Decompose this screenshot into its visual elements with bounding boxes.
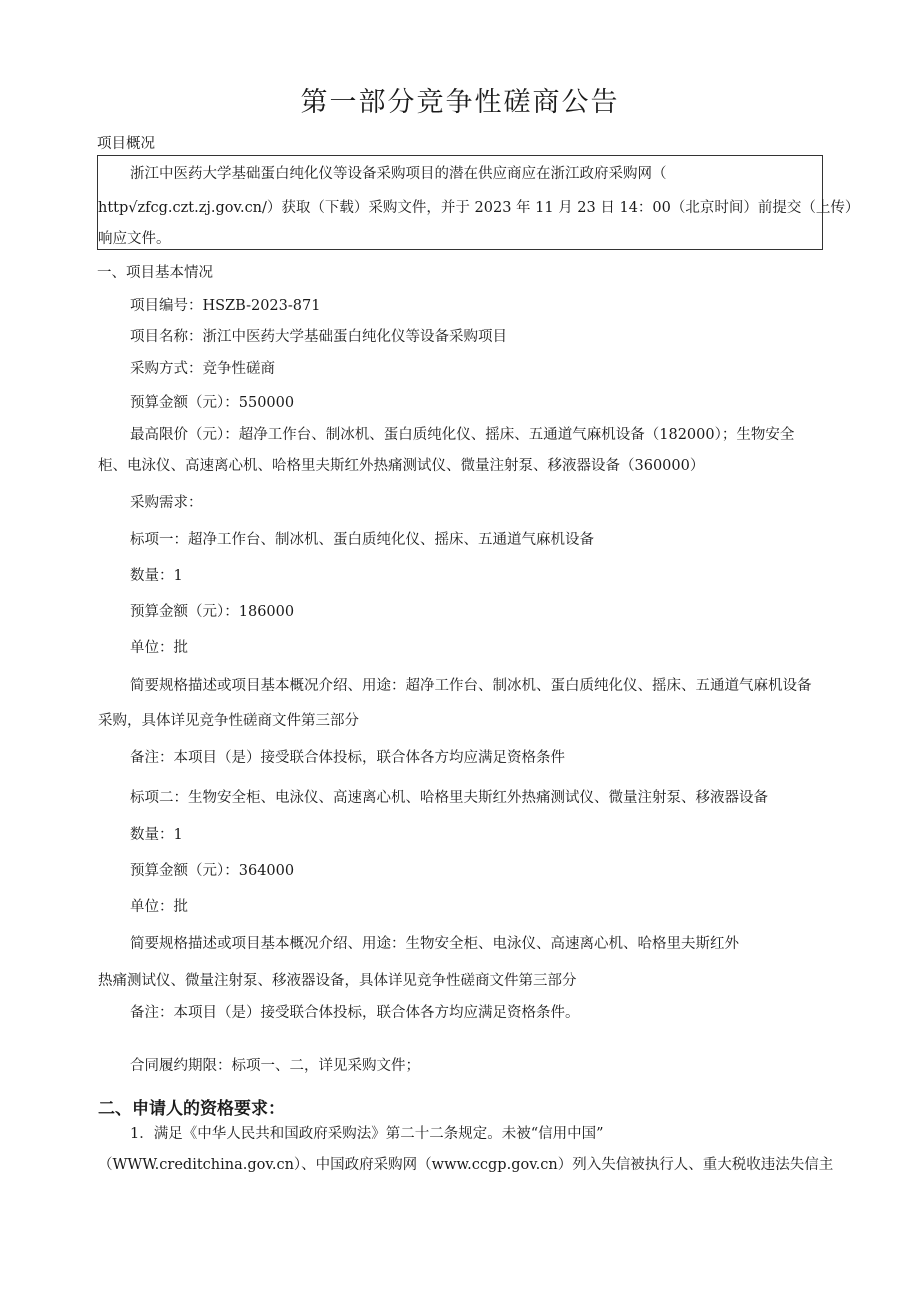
max-price-line-2: 柜、电泳仪、高速离心机、哈格里夫斯红外热痛测试仪、微量注射泵、移液器设备（360000） bbox=[98, 458, 705, 474]
overview-line-1: 浙江中医药大学基础蛋白纯化仪等设备采购项目的潜在供应商应在浙江政府采购网（ bbox=[130, 166, 667, 182]
lot2-unit: 单位：批 bbox=[130, 899, 188, 915]
lot1-title: 标项一：超净工作台、制冰机、蛋白质纯化仪、摇床、五通道气麻机设备 bbox=[130, 532, 594, 548]
max-price-line-1: 最高限价（元）：超净工作台、制冰机、蛋白质纯化仪、摇床、五通道气麻机设备（182000）；生物安全 bbox=[130, 427, 795, 443]
contract-period: 合同履约期限：标项一、二，详见采购文件； bbox=[130, 1058, 420, 1074]
lot1-note: 备注：本项目（是）接受联合体投标，联合体各方均应满足资格条件 bbox=[130, 750, 565, 766]
project-number: 项目编号：HSZB-2023-871 bbox=[130, 298, 321, 314]
lot2-note: 备注：本项目（是）接受联合体投标，联合体各方均应满足资格条件。 bbox=[130, 1005, 580, 1021]
lot2-budget: 预算金额（元）：364000 bbox=[130, 863, 295, 879]
lot2-quantity: 数量：1 bbox=[130, 827, 183, 843]
section1-heading: 一、项目基本情况 bbox=[97, 265, 213, 281]
overview-heading: 项目概况 bbox=[97, 136, 155, 152]
lot1-quantity: 数量：1 bbox=[130, 568, 183, 584]
overview-line-3: 响应文件。 bbox=[98, 231, 171, 247]
lot1-desc-line-1: 简要规格描述或项目基本概况介绍、用途：超净工作台、制冰机、蛋白质纯化仪、摇床、五通道气麻机设备 bbox=[130, 678, 812, 694]
lot2-desc-line-1: 简要规格描述或项目基本概况介绍、用途：生物安全柜、电泳仪、高速离心机、哈格里夫斯红外 bbox=[130, 936, 739, 952]
qualification-item1-line-2: （WWW.creditchina.gov.cn）、中国政府采购网（www.ccgp.gov.cn）列入失信被执行人、重大税收违法失信主 bbox=[98, 1157, 834, 1173]
section2-heading: 二、申请人的资格要求： bbox=[98, 1099, 285, 1119]
page-title: 第一部分竞争性磋商公告 bbox=[300, 87, 620, 118]
qualification-item1-line-1: 1．满足《中华人民共和国政府采购法》第二十二条规定。未被“信用中国” bbox=[130, 1126, 604, 1142]
project-name: 项目名称：浙江中医药大学基础蛋白纯化仪等设备采购项目 bbox=[130, 329, 507, 345]
lot2-desc-line-2: 热痛测试仪、微量注射泵、移液器设备，具体详见竞争性磋商文件第三部分 bbox=[98, 973, 577, 989]
lot2-title: 标项二：生物安全柜、电泳仪、高速离心机、哈格里夫斯红外热痛测试仪、微量注射泵、移液器设备 bbox=[130, 790, 768, 806]
lot1-desc-line-2: 采购，具体详见竞争性磋商文件第三部分 bbox=[98, 713, 359, 729]
lot1-budget: 预算金额（元）：186000 bbox=[130, 604, 295, 620]
lot1-unit: 单位：批 bbox=[130, 640, 188, 656]
budget-amount: 预算金额（元）：550000 bbox=[130, 395, 295, 411]
demand-heading: 采购需求： bbox=[130, 495, 203, 511]
overview-line-2: http√zfcg.czt.zj.gov.cn/）获取（下载）采购文件，并于 2023 年 11 月 23 日 14：00（北京时间）前提交（上传） bbox=[98, 200, 860, 216]
procurement-method: 采购方式：竞争性磋商 bbox=[130, 361, 275, 377]
